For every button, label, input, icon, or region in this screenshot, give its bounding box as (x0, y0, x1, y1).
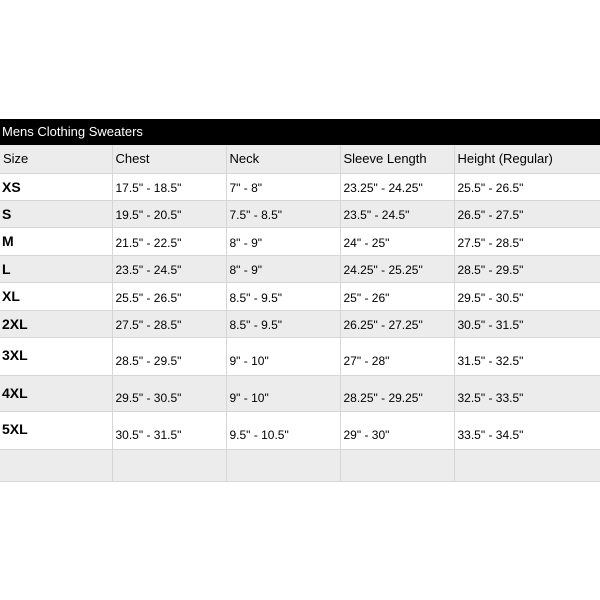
chest-cell: 28.5" - 29.5" (112, 337, 226, 375)
size-cell: 2XL (0, 310, 112, 337)
chart-title: Mens Clothing Sweaters (0, 119, 600, 145)
chest-cell: 29.5" - 30.5" (112, 375, 226, 411)
sleeve-cell (340, 449, 454, 481)
height-cell: 25.5" - 26.5" (454, 173, 600, 200)
table-row (0, 173, 600, 200)
size-cell: S (0, 200, 112, 227)
header-chest: Chest (112, 145, 226, 173)
size-chart (0, 119, 600, 482)
chest-cell: 23.5" - 24.5" (112, 255, 226, 282)
neck-cell: 8.5" - 9.5" (226, 282, 340, 310)
table-row (0, 411, 600, 449)
height-cell: 27.5" - 28.5" (454, 227, 600, 255)
sleeve-cell: 24.25" - 25.25" (340, 255, 454, 282)
table-row (0, 282, 600, 310)
neck-cell: 7.5" - 8.5" (226, 200, 340, 227)
size-cell: 5XL (0, 411, 112, 449)
size-cell (0, 449, 112, 481)
chest-cell: 30.5" - 31.5" (112, 411, 226, 449)
table-row-empty (0, 449, 600, 481)
neck-cell: 9.5" - 10.5" (226, 411, 340, 449)
chest-cell: 17.5" - 18.5" (112, 173, 226, 200)
height-cell: 32.5" - 33.5" (454, 375, 600, 411)
size-cell: 4XL (0, 375, 112, 411)
height-cell: 29.5" - 30.5" (454, 282, 600, 310)
chest-cell: 25.5" - 26.5" (112, 282, 226, 310)
size-table (0, 145, 600, 482)
size-cell: M (0, 227, 112, 255)
sleeve-cell: 28.25" - 29.25" (340, 375, 454, 411)
size-cell: XS (0, 173, 112, 200)
chest-cell: 19.5" - 20.5" (112, 200, 226, 227)
table-row (0, 227, 600, 255)
sleeve-cell: 26.25" - 27.25" (340, 310, 454, 337)
chest-cell: 21.5" - 22.5" (112, 227, 226, 255)
sleeve-cell: 29" - 30" (340, 411, 454, 449)
neck-cell: 8" - 9" (226, 227, 340, 255)
height-cell: 30.5" - 31.5" (454, 310, 600, 337)
header-neck: Neck (226, 145, 340, 173)
neck-cell: 9" - 10" (226, 375, 340, 411)
sleeve-cell: 25" - 26" (340, 282, 454, 310)
chest-cell (112, 449, 226, 481)
header-sleeve-length: Sleeve Length (340, 145, 454, 173)
sleeve-cell: 23.5" - 24.5" (340, 200, 454, 227)
table-row (0, 337, 600, 375)
table-row (0, 200, 600, 227)
size-cell: 3XL (0, 337, 112, 375)
size-cell: XL (0, 282, 112, 310)
height-cell: 28.5" - 29.5" (454, 255, 600, 282)
neck-cell: 8.5" - 9.5" (226, 310, 340, 337)
table-row (0, 310, 600, 337)
height-cell: 33.5" - 34.5" (454, 411, 600, 449)
height-cell: 31.5" - 32.5" (454, 337, 600, 375)
neck-cell: 9" - 10" (226, 337, 340, 375)
neck-cell: 7" - 8" (226, 173, 340, 200)
table-row (0, 255, 600, 282)
header-row (0, 145, 600, 173)
table-row (0, 375, 600, 411)
sleeve-cell: 27" - 28" (340, 337, 454, 375)
header-size: Size (0, 145, 112, 173)
neck-cell: 8" - 9" (226, 255, 340, 282)
height-cell (454, 449, 600, 481)
neck-cell (226, 449, 340, 481)
size-cell: L (0, 255, 112, 282)
chest-cell: 27.5" - 28.5" (112, 310, 226, 337)
header-height: Height (Regular) (454, 145, 600, 173)
sleeve-cell: 24" - 25" (340, 227, 454, 255)
height-cell: 26.5" - 27.5" (454, 200, 600, 227)
sleeve-cell: 23.25" - 24.25" (340, 173, 454, 200)
